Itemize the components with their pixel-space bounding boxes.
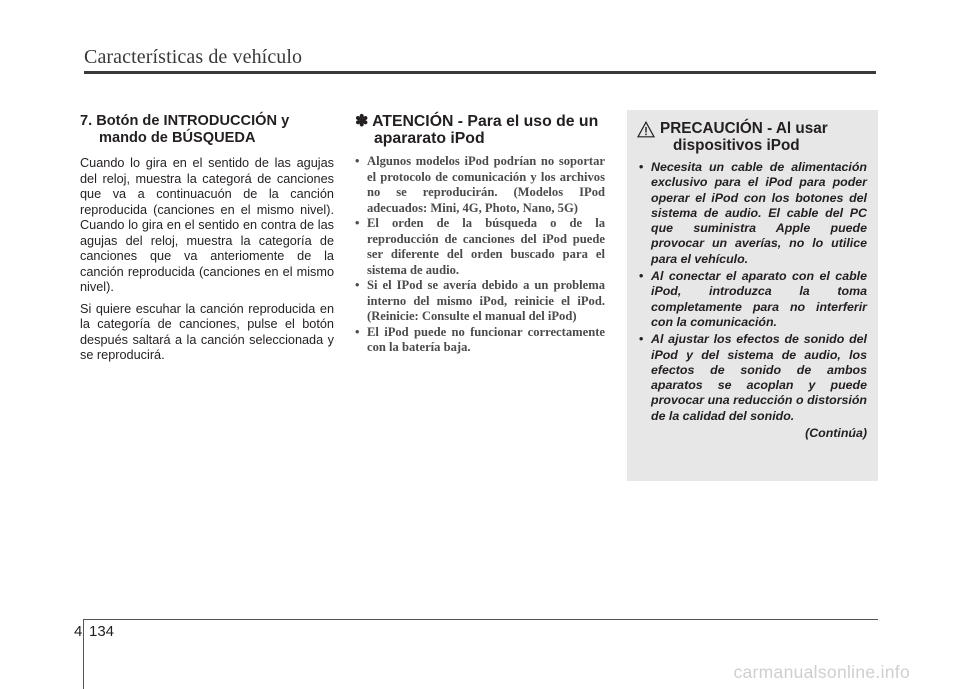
section-7-title: 7. Botón de INTRODUCCIÓN y mando de BÚSQUEDA <box>80 113 290 146</box>
page-number: 134 <box>89 623 115 640</box>
caution-title <box>639 121 867 154</box>
attention-item-2: • El orden de la búsqueda o de la reproducción de canciones del iPod puede ser diferente del orden buscado para el sistema de audio. <box>355 216 605 278</box>
caution-item-3: • Al ajustar los efectos de sonido del iPod y del sistema de audio, los efectos de sonido de ambos aparatos se acoplan y puede provocar una reducción o distorsión de la calidad del sonido. <box>639 332 867 424</box>
caution-item-1: • Necesita un cable de alimentación exclusivo para el iPod para poder operar el iPod con los botones del sistema de audio. El cable del PC que suministra Apple puede provocar un averías, no lo utilice para el vehículo. <box>639 160 867 267</box>
caution-item-2: • Al conectar el aparato con el cable iPod, introduzca la toma completamente para no interferir con la comunicación. <box>639 269 867 330</box>
attention-title <box>355 113 605 147</box>
footer-vertical-rule <box>83 619 84 689</box>
attention-item-4: • El iPod puede no funcionar correctamente con la batería baja. <box>355 325 605 356</box>
caution-title-line-2: dispositivos iPod <box>673 136 800 154</box>
caution-list <box>639 160 867 424</box>
attention-item-1: • Algunos modelos iPod podrían no soportar el protocolo de comunicación y los archivos no se reproducirán. (Modelos IPod adecuados: Mini, 4G, Photo, Nano, 5G) <box>355 154 605 216</box>
watermark-text: carmanualsonline.info <box>733 662 910 682</box>
attention-title-text: ATENCIÓN - Para el uso de un apararato iPod <box>372 113 599 147</box>
section-7-column <box>80 113 334 370</box>
attention-symbol-icon: ✽ <box>355 113 369 130</box>
caution-content <box>639 121 867 441</box>
attention-list <box>355 154 605 356</box>
caution-title-line-1: PRECAUCIÓN - Al usar <box>660 120 828 137</box>
attention-column <box>355 113 605 356</box>
attention-item-3: • Si el IPod se avería debido a un problema interno del mismo iPod, reinicie el iPod. (Reinicie: Consulte el manual del iPod) <box>355 278 605 325</box>
section-7-paragraph-1: Cuando lo gira en el sentido de las agujas del reloj, muestra la categorá de canciones que va a continuacuón de la canción reproducida (canciones en el mismo nivel). Cuando lo gira en el sentido en contra de las agujas del reloj, muestra la categoría de canciones que va anteriomente de la canción reproducida (canciones en el mismo nivel). <box>80 156 334 294</box>
header-divider <box>84 71 876 74</box>
section-number: 4 <box>74 623 83 640</box>
footer-horizontal-rule <box>83 619 878 620</box>
continued-label: (Continúa) <box>805 426 867 441</box>
section-7-paragraph-2: Si quiere escuhar la canción reproducida en la categoría de canciones, pulse el botón después saltará a la canción seleccionada y se reproducirá. <box>80 301 334 362</box>
warning-triangle-icon <box>637 121 655 138</box>
page-header-title: Características de vehículo <box>84 46 303 68</box>
caution-box <box>627 110 878 481</box>
